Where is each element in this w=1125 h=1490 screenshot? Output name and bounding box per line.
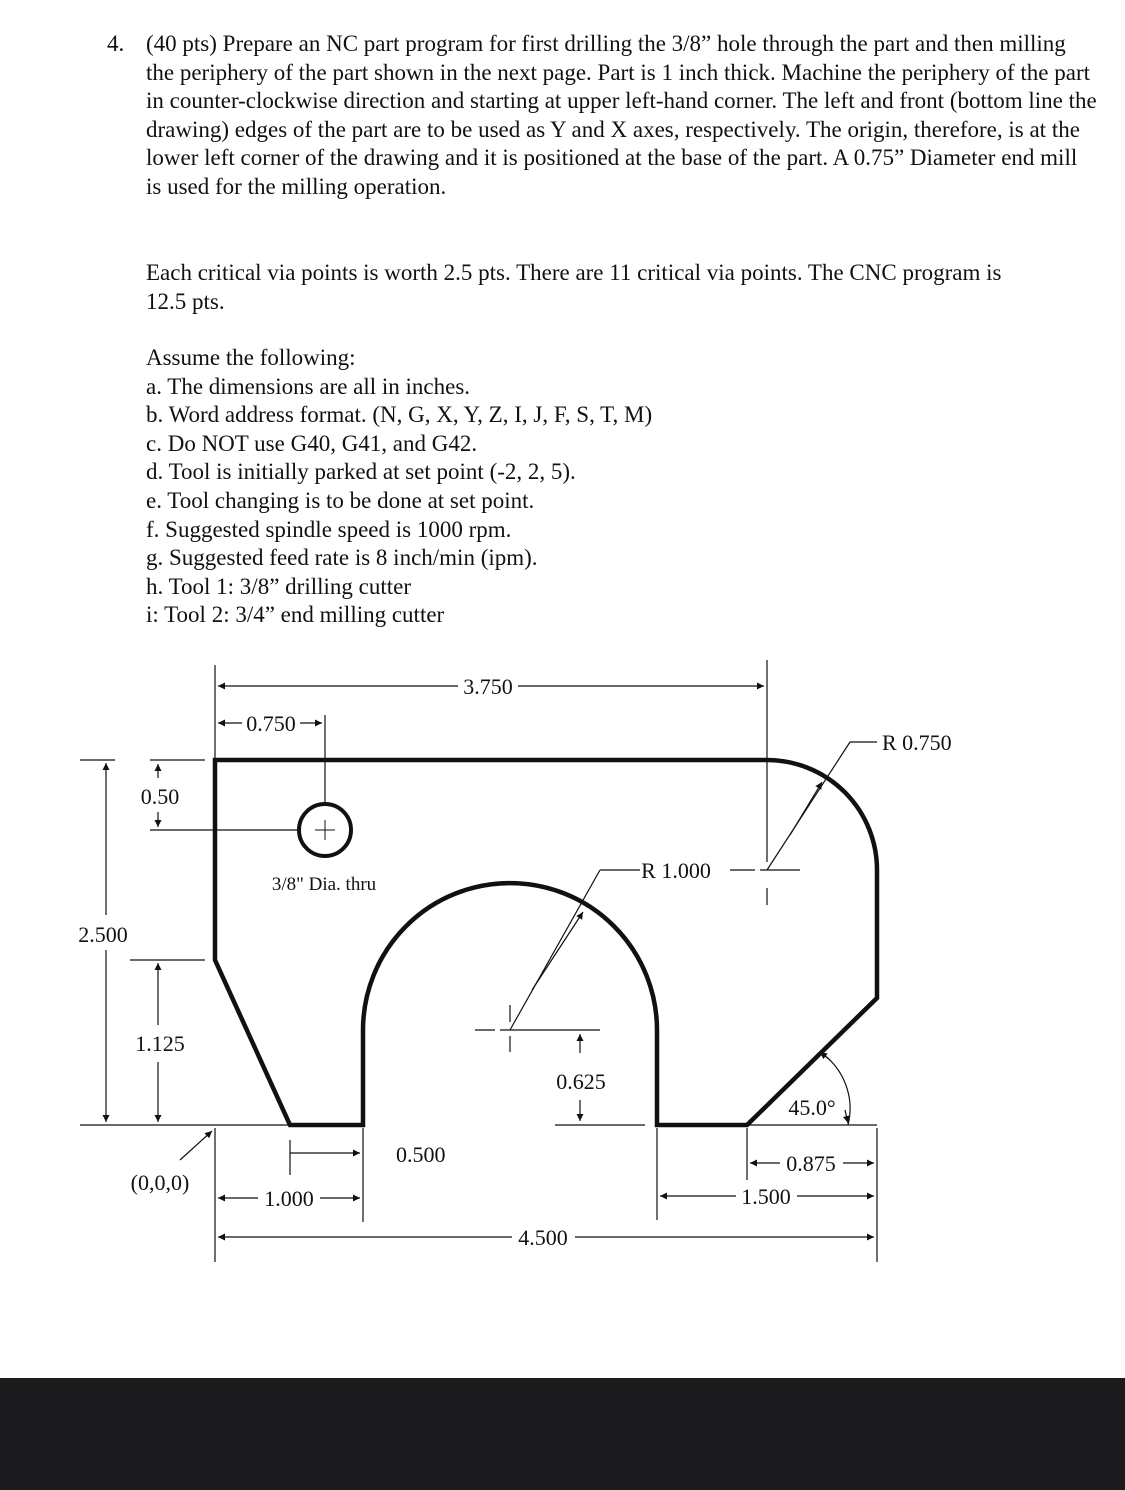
problem-text: (40 pts) Prepare an NC part program for first drilling the 3/8” hole through the part and then milling the periphery of the part shown in the next page. Part is 1 inch thick. Machine the periphery of the part in counter-clockwise direction and starting at upper left-hand corner. The left and front (bottom line the drawing) edges of the part are to be used as Y and X axes, respectively. The origin, therefore, is at the lower left corner of the drawing and it is positioned at the base of the part. A 0.75” Diameter end mill is used for the milling operation. xyxy=(146,31,1097,199)
dim-0625: 0.625 xyxy=(556,1069,606,1094)
hole-3-8-diameter xyxy=(299,804,351,856)
hole-label: 3/8" Dia. thru xyxy=(271,874,377,895)
assumptions-heading: Assume the following: xyxy=(146,345,356,370)
assumption-item: f. Suggested spindle speed is 1000 rpm. xyxy=(146,516,512,542)
assumption-item: d. Tool is initially parked at set point (-2, 2, 5). xyxy=(146,459,576,485)
dim-1125: 1.125 xyxy=(135,1031,185,1056)
assumption-item: e. Tool changing is to be done at set point. xyxy=(146,487,535,513)
problem-statement xyxy=(107,30,1097,202)
dim-4500: 4.500 xyxy=(518,1225,568,1250)
dim-3750: 3.750 xyxy=(463,674,513,699)
assumption-item: i: Tool 2: 3/4” end milling cutter xyxy=(146,602,445,628)
dim-r0750: R 0.750 xyxy=(882,730,952,755)
dim-0750: 0.750 xyxy=(246,711,296,736)
part-drawing xyxy=(0,640,1125,1280)
dim-r1000: R 1.000 xyxy=(641,858,711,883)
dim-1500: 1.500 xyxy=(741,1184,791,1209)
assumption-item: g. Suggested feed rate is 8 inch/min (ipm). xyxy=(146,545,538,571)
assumption-item: h. Tool 1: 3/8” drilling cutter xyxy=(146,573,411,599)
dim-0500: 0.500 xyxy=(396,1142,446,1167)
origin-label: (0,0,0) xyxy=(130,1170,190,1195)
assumption-item: c. Do NOT use G40, G41, and G42. xyxy=(146,430,478,456)
dim-0875: 0.875 xyxy=(786,1151,836,1176)
part-outline xyxy=(215,760,877,1125)
assumption-item: b. Word address format. (N, G, X, Y, Z, I, J, F, S, T, M) xyxy=(146,402,653,428)
points-paragraph: Each critical via points is worth 2.5 pts. There are 11 critical via points. The CNC program is 12.5 pts. xyxy=(146,260,1002,314)
dim-1000: 1.000 xyxy=(264,1186,314,1211)
dim-050: 0.50 xyxy=(140,784,180,809)
dim-2500: 2.500 xyxy=(78,922,128,947)
dim-angle: 45.0° xyxy=(788,1095,836,1120)
problem-number: 4. xyxy=(107,31,125,56)
bottom-bar xyxy=(0,1378,1125,1490)
assumption-item: a. The dimensions are all in inches. xyxy=(146,373,471,399)
assumptions-list xyxy=(146,344,1046,630)
